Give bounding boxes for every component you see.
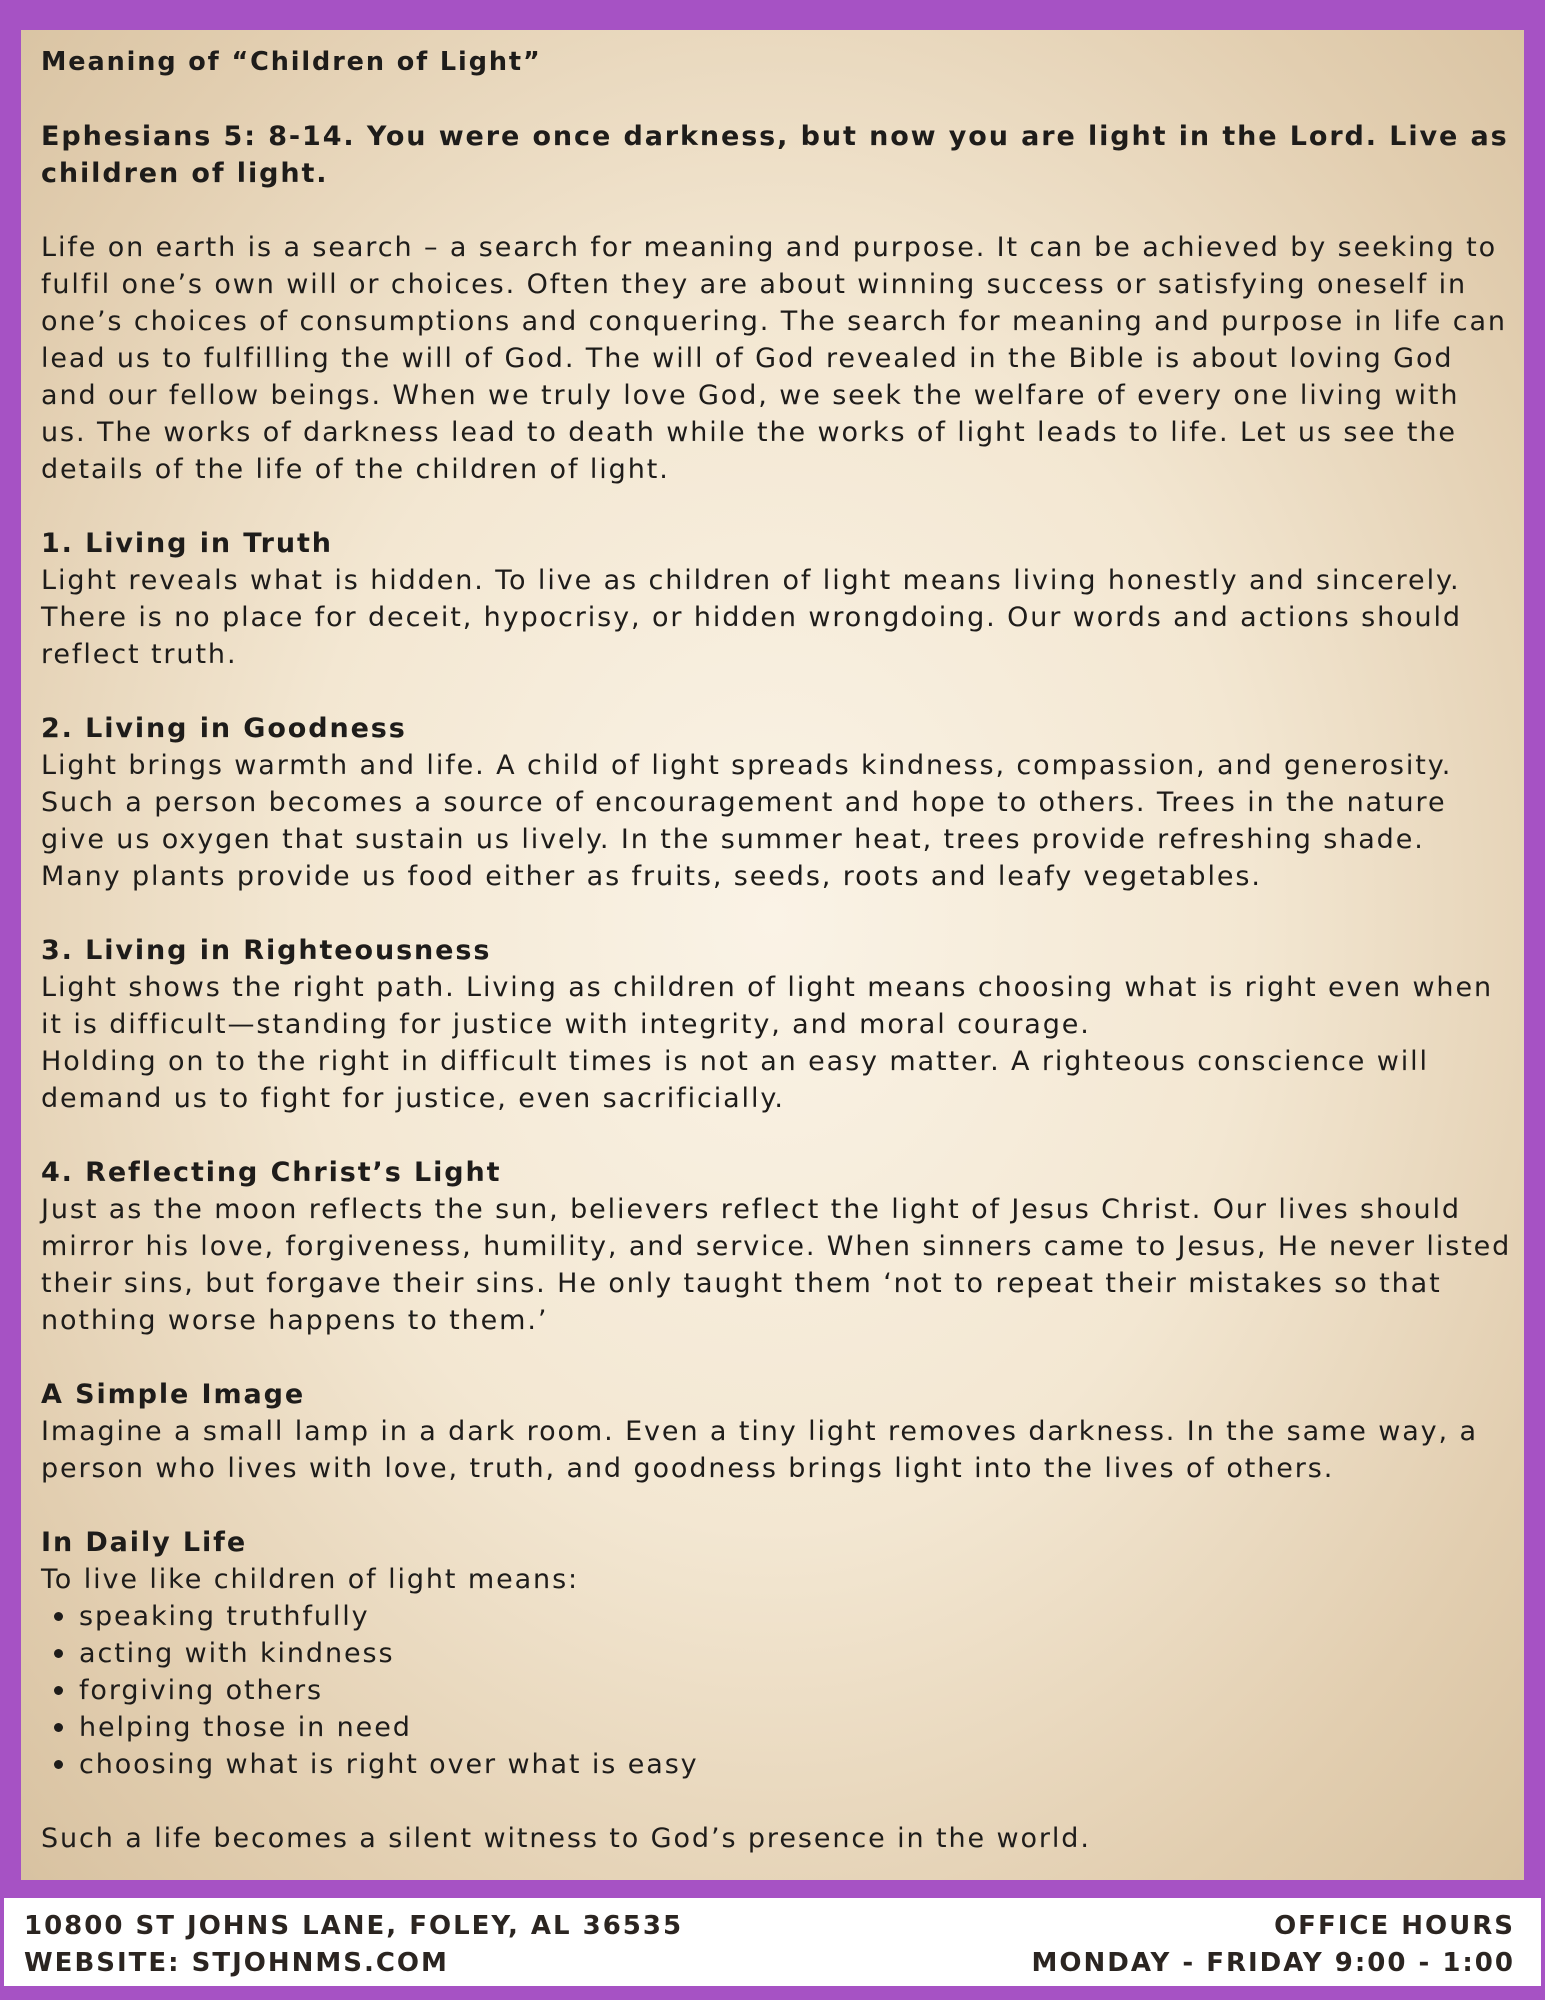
section-body-righteousness: Light shows the right path. Living as children of light means choosing what is right even when it is difficult—standing for justice with integrity, and moral courage. [41, 972, 1493, 1040]
section-heading-goodness: 2. Living in Goodness [41, 713, 407, 744]
list-item-text: speaking truthfully [79, 1601, 370, 1632]
closing-line: Such a life becomes a silent witness to God’s presence in the world. [41, 1823, 1091, 1854]
bullet-icon [54, 1723, 63, 1732]
list-item [79, 1672, 1512, 1709]
list-item-text: acting with kindness [79, 1638, 395, 1669]
list-item [79, 1746, 1512, 1783]
bullet-icon [54, 1760, 63, 1769]
section-heading-truth: 1. Living in Truth [41, 528, 333, 559]
list-item-text: choosing what is right over what is easy [79, 1749, 699, 1780]
footer-contact [24, 1908, 683, 1982]
list-item-text: forgiving others [79, 1675, 324, 1706]
daily-life-intro: To live like children of light means: [41, 1564, 580, 1595]
footer-office-hours [1032, 1908, 1515, 1982]
scripture-reference: Ephesians 5: 8-14. You were once darkness, but now you are light in the Lord. Live as children of light. [41, 121, 1509, 189]
footer-bar [4, 1898, 1541, 1986]
intro-paragraph: Life on earth is a search – a search for meaning and purpose. It can be achieved by seeking to fulfil one’s own will or choices. Often they are about winning success or satisfying oneself in one’s choices of consumptions and conquering. The search for meaning and purpose in life can lead us to fulfilling the will of God. The will of God revealed in the Bible is about loving God and our fellow beings. When we truly love God, we seek the welfare of every one living with us. The works of darkness lead to death while the works of light leads to life. Let us see the details of the life of the children of light. [41, 232, 1507, 485]
bullet-icon [54, 1649, 63, 1658]
list-item [79, 1635, 1512, 1672]
footer-address: 10800 ST JOHNS LANE, FOLEY, AL 36535 [24, 1911, 684, 1941]
list-item-text: helping those in need [79, 1712, 412, 1743]
page-title: Meaning of “Children of Light” [41, 47, 542, 77]
section-body-truth: Light reveals what is hidden. To live as children of light means living honestly and sincerely. There is no place for deceit, hypocrisy, or hidden wrongdoing. Our words and actions should reflect truth. [41, 565, 1462, 670]
list-item [79, 1709, 1512, 1746]
section-body-christs-light: Just as the moon reflects the sun, believers reflect the light of Jesus Christ. Our lives should mirror his love, forgiveness, humility, and service. When sinners came to Jesus, He never listed their sins, but forgave their sins. He only taught them ‘not to repeat their mistakes so that nothing worse happens to them.’ [41, 1194, 1512, 1336]
section-body-simple-image: Imagine a small lamp in a dark room. Even a tiny light removes darkness. In the same way, a person who lives with love, truth, and goodness brings light into the lives of others. [41, 1416, 1478, 1484]
section-heading-righteousness: 3. Living in Righteousness [41, 935, 492, 966]
footer-hours: MONDAY - FRIDAY 9:00 - 1:00 [1031, 1948, 1515, 1978]
daily-life-list [41, 1598, 1512, 1783]
bullet-icon [54, 1686, 63, 1695]
section-heading-simple-image: A Simple Image [41, 1379, 306, 1410]
section-heading-christs-light: 4. Reflecting Christ’s Light [41, 1157, 502, 1188]
section-heading-daily-life: In Daily Life [41, 1527, 248, 1558]
footer-hours-label: OFFICE HOURS [1274, 1911, 1515, 1941]
list-item [79, 1598, 1512, 1635]
bullet-icon [54, 1612, 63, 1621]
bulletin-page [21, 30, 1524, 1880]
section-body-righteousness-2: Holding on to the right in difficult times is not an easy matter. A righteous conscience will demand us to fight for justice, even sacrificially. [41, 1046, 1429, 1114]
footer-website[interactable]: WEBSITE: STJOHNMS.COM [24, 1948, 449, 1978]
section-body-goodness: Light brings warmth and life. A child of light spreads kindness, compassion, and generosity. Such a person becomes a source of encouragement and hope to others. Trees in the nature give us oxygen that sustain us lively. In the summer heat, trees provide refreshing shade. Many plants provide us food either as fruits, seeds, roots and leafy vegetables. [41, 750, 1453, 892]
